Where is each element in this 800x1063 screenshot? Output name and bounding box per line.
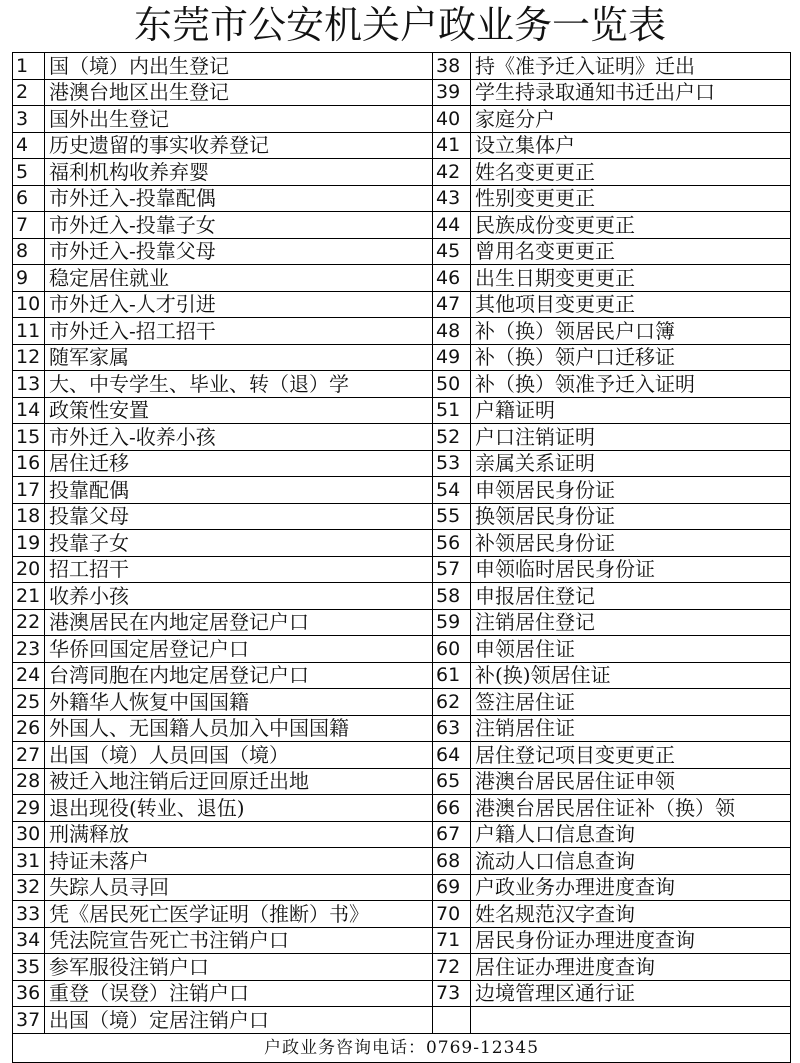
item-name: 申领居民身份证 xyxy=(471,477,791,504)
item-number: 37 xyxy=(13,1007,45,1034)
item-number: 39 xyxy=(433,79,471,106)
item-name: 家庭分户 xyxy=(471,106,791,133)
item-name: 申领临时居民身份证 xyxy=(471,556,791,583)
item-number: 53 xyxy=(433,450,471,477)
item-number: 56 xyxy=(433,530,471,557)
item-number: 70 xyxy=(433,901,471,928)
table-row xyxy=(13,159,791,186)
item-number: 8 xyxy=(13,238,45,265)
item-number: 22 xyxy=(13,609,45,636)
item-name: 出生日期变更更正 xyxy=(471,265,791,292)
item-number: 15 xyxy=(13,424,45,451)
item-name: 出国（境）定居注销户口 xyxy=(45,1007,433,1034)
item-name: 持证未落户 xyxy=(45,848,433,875)
item-name: 市外迁入-投靠配偶 xyxy=(45,185,433,212)
item-number: 54 xyxy=(433,477,471,504)
item-name: 注销居住证 xyxy=(471,715,791,742)
table-row xyxy=(13,901,791,928)
item-name: 居住证办理进度查询 xyxy=(471,954,791,981)
item-number: 11 xyxy=(13,318,45,345)
table-row xyxy=(13,132,791,159)
item-number: 16 xyxy=(13,450,45,477)
item-number: 64 xyxy=(433,742,471,769)
hotline-footer: 户政业务咨询电话：0769-12345 xyxy=(13,1033,791,1062)
empty-cell xyxy=(433,1007,471,1034)
table-row xyxy=(13,662,791,689)
table-row xyxy=(13,848,791,875)
item-number: 73 xyxy=(433,980,471,1007)
item-name: 户政业务办理进度查询 xyxy=(471,874,791,901)
item-name: 注销居住登记 xyxy=(471,609,791,636)
item-name: 台湾同胞在内地定居登记户口 xyxy=(45,662,433,689)
item-number: 48 xyxy=(433,318,471,345)
table-row xyxy=(13,689,791,716)
table-row xyxy=(13,795,791,822)
table-row xyxy=(13,980,791,1007)
item-number: 7 xyxy=(13,212,45,239)
item-number: 68 xyxy=(433,848,471,875)
item-name: 市外迁入-投靠父母 xyxy=(45,238,433,265)
item-number: 24 xyxy=(13,662,45,689)
item-number: 63 xyxy=(433,715,471,742)
table-row xyxy=(13,344,791,371)
table-row xyxy=(13,556,791,583)
item-name: 招工招干 xyxy=(45,556,433,583)
item-number: 50 xyxy=(433,371,471,398)
item-name: 持《准予迁入证明》迁出 xyxy=(471,53,791,80)
item-number: 32 xyxy=(13,874,45,901)
table-row xyxy=(13,1007,791,1034)
item-name: 市外迁入-人才引进 xyxy=(45,291,433,318)
item-number: 42 xyxy=(433,159,471,186)
item-name: 曾用名变更更正 xyxy=(471,238,791,265)
table-row xyxy=(13,821,791,848)
item-name: 学生持录取通知书迁出户口 xyxy=(471,79,791,106)
item-name: 市外迁入-收养小孩 xyxy=(45,424,433,451)
page-title: 东莞市公安机关户政业务一览表 xyxy=(133,3,666,47)
item-number: 41 xyxy=(433,132,471,159)
item-number: 21 xyxy=(13,583,45,610)
item-name: 申报居住登记 xyxy=(471,583,791,610)
item-number: 27 xyxy=(13,742,45,769)
item-name: 补领居民身份证 xyxy=(471,530,791,557)
item-name: 港澳居民在内地定居登记户口 xyxy=(45,609,433,636)
item-number: 17 xyxy=(13,477,45,504)
item-name: 重登（误登）注销户口 xyxy=(45,980,433,1007)
table-row xyxy=(13,265,791,292)
item-number: 44 xyxy=(433,212,471,239)
item-name: 福利机构收养弃婴 xyxy=(45,159,433,186)
table-row xyxy=(13,874,791,901)
item-name: 补(换)领居住证 xyxy=(471,662,791,689)
item-name: 补（换）领准予迁入证明 xyxy=(471,371,791,398)
table-row xyxy=(13,530,791,557)
item-number: 40 xyxy=(433,106,471,133)
item-name: 退出现役(转业、退伍) xyxy=(45,795,433,822)
item-name: 港澳台地区出生登记 xyxy=(45,79,433,106)
item-name: 投靠子女 xyxy=(45,530,433,557)
item-name: 凭《居民死亡医学证明（推断）书》 xyxy=(45,901,433,928)
item-name: 补（换）领居民户口簿 xyxy=(471,318,791,345)
item-name: 外籍华人恢复中国国籍 xyxy=(45,689,433,716)
item-name: 其他项目变更更正 xyxy=(471,291,791,318)
table-row xyxy=(13,503,791,530)
item-name: 补（换）领户口迁移证 xyxy=(471,344,791,371)
item-name: 被迁入地注销后迂回原迁出地 xyxy=(45,768,433,795)
item-name: 港澳台居民居住证申领 xyxy=(471,768,791,795)
item-name: 姓名规范汉字查询 xyxy=(471,901,791,928)
item-name: 大、中专学生、毕业、转（退）学 xyxy=(45,371,433,398)
item-number: 1 xyxy=(13,53,45,80)
table-row xyxy=(13,185,791,212)
item-name: 随军家属 xyxy=(45,344,433,371)
item-name: 凭法院宣告死亡书注销户口 xyxy=(45,927,433,954)
item-name: 刑满释放 xyxy=(45,821,433,848)
item-number: 36 xyxy=(13,980,45,1007)
item-name: 外国人、无国籍人员加入中国国籍 xyxy=(45,715,433,742)
table-row xyxy=(13,477,791,504)
item-number: 55 xyxy=(433,503,471,530)
item-number: 60 xyxy=(433,636,471,663)
item-name: 户籍人口信息查询 xyxy=(471,821,791,848)
table-row xyxy=(13,715,791,742)
table-row xyxy=(13,450,791,477)
table-row xyxy=(13,106,791,133)
item-number: 35 xyxy=(13,954,45,981)
item-number: 33 xyxy=(13,901,45,928)
item-number: 46 xyxy=(433,265,471,292)
item-number: 62 xyxy=(433,689,471,716)
item-number: 12 xyxy=(13,344,45,371)
item-name: 流动人口信息查询 xyxy=(471,848,791,875)
item-name: 失踪人员寻回 xyxy=(45,874,433,901)
table-row xyxy=(13,742,791,769)
item-number: 18 xyxy=(13,503,45,530)
item-number: 47 xyxy=(433,291,471,318)
table-row xyxy=(13,318,791,345)
item-name: 签注居住证 xyxy=(471,689,791,716)
item-number: 69 xyxy=(433,874,471,901)
item-name: 边境管理区通行证 xyxy=(471,980,791,1007)
item-name: 国（境）内出生登记 xyxy=(45,53,433,80)
item-number: 25 xyxy=(13,689,45,716)
table-row xyxy=(13,424,791,451)
table-row xyxy=(13,79,791,106)
table-row xyxy=(13,609,791,636)
item-name: 民族成份变更更正 xyxy=(471,212,791,239)
table-row xyxy=(13,768,791,795)
item-name: 投靠配偶 xyxy=(45,477,433,504)
item-number: 23 xyxy=(13,636,45,663)
item-name: 居住登记项目变更更正 xyxy=(471,742,791,769)
item-number: 20 xyxy=(13,556,45,583)
item-number: 6 xyxy=(13,185,45,212)
item-number: 67 xyxy=(433,821,471,848)
item-number: 43 xyxy=(433,185,471,212)
item-number: 65 xyxy=(433,768,471,795)
item-name: 历史遗留的事实收养登记 xyxy=(45,132,433,159)
item-name: 参军服役注销户口 xyxy=(45,954,433,981)
item-number: 10 xyxy=(13,291,45,318)
item-name: 居民身份证办理进度查询 xyxy=(471,927,791,954)
business-table xyxy=(12,52,791,1063)
item-number: 59 xyxy=(433,609,471,636)
item-name: 性别变更更正 xyxy=(471,185,791,212)
item-number: 34 xyxy=(13,927,45,954)
item-number: 19 xyxy=(13,530,45,557)
item-number: 2 xyxy=(13,79,45,106)
item-number: 71 xyxy=(433,927,471,954)
item-number: 61 xyxy=(433,662,471,689)
item-name: 港澳台居民居住证补（换）领 xyxy=(471,795,791,822)
item-name: 收养小孩 xyxy=(45,583,433,610)
item-number: 51 xyxy=(433,397,471,424)
item-number: 28 xyxy=(13,768,45,795)
table-row xyxy=(13,53,791,80)
item-number: 31 xyxy=(13,848,45,875)
item-number: 58 xyxy=(433,583,471,610)
item-number: 49 xyxy=(433,344,471,371)
table-row xyxy=(13,927,791,954)
table-row xyxy=(13,371,791,398)
table-row xyxy=(13,954,791,981)
item-name: 出国（境）人员回国（境） xyxy=(45,742,433,769)
empty-cell xyxy=(471,1007,791,1034)
item-name: 户口注销证明 xyxy=(471,424,791,451)
item-number: 9 xyxy=(13,265,45,292)
table-row xyxy=(13,291,791,318)
item-number: 4 xyxy=(13,132,45,159)
item-name: 设立集体户 xyxy=(471,132,791,159)
item-name: 姓名变更更正 xyxy=(471,159,791,186)
item-name: 换领居民身份证 xyxy=(471,503,791,530)
item-number: 57 xyxy=(433,556,471,583)
item-number: 29 xyxy=(13,795,45,822)
item-number: 13 xyxy=(13,371,45,398)
item-name: 华侨回国定居登记户口 xyxy=(45,636,433,663)
item-number: 38 xyxy=(433,53,471,80)
item-number: 3 xyxy=(13,106,45,133)
item-name: 稳定居住就业 xyxy=(45,265,433,292)
item-name: 国外出生登记 xyxy=(45,106,433,133)
item-name: 市外迁入-招工招干 xyxy=(45,318,433,345)
item-name: 亲属关系证明 xyxy=(471,450,791,477)
item-number: 26 xyxy=(13,715,45,742)
item-number: 5 xyxy=(13,159,45,186)
table-row xyxy=(13,212,791,239)
table-row xyxy=(13,583,791,610)
item-number: 66 xyxy=(433,795,471,822)
item-number: 72 xyxy=(433,954,471,981)
item-name: 户籍证明 xyxy=(471,397,791,424)
item-number: 14 xyxy=(13,397,45,424)
item-name: 市外迁入-投靠子女 xyxy=(45,212,433,239)
item-name: 投靠父母 xyxy=(45,503,433,530)
footer-row xyxy=(13,1033,791,1062)
item-number: 30 xyxy=(13,821,45,848)
item-number: 52 xyxy=(433,424,471,451)
table-row xyxy=(13,397,791,424)
item-name: 申领居住证 xyxy=(471,636,791,663)
item-name: 政策性安置 xyxy=(45,397,433,424)
table-row xyxy=(13,238,791,265)
item-number: 45 xyxy=(433,238,471,265)
item-name: 居住迁移 xyxy=(45,450,433,477)
table-row xyxy=(13,636,791,663)
